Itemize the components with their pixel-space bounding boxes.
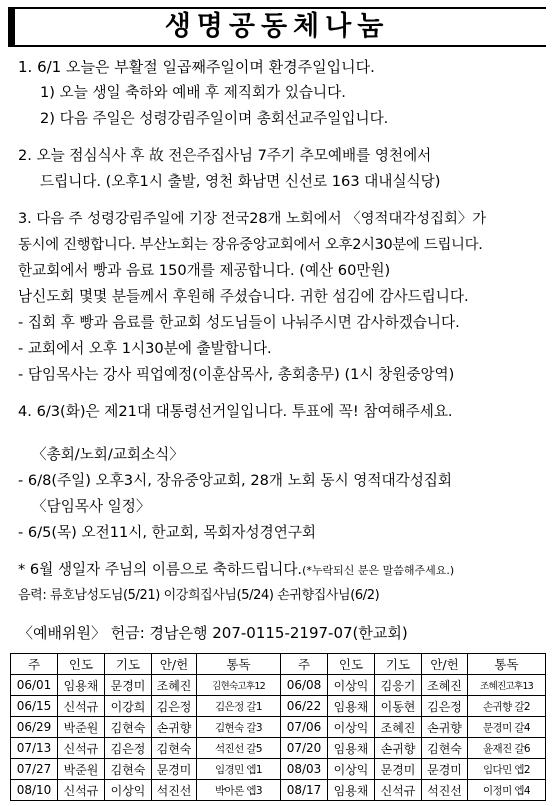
worship-committee-heading: 〈예배위원〉 헌금: 경남은행 207-0115-2197-07(한교회) [18, 624, 408, 642]
notice-3-bullet-2: - 교회에서 오후 1시30분에 출발합니다. [18, 340, 272, 357]
table-cell: 김현숙 [422, 738, 468, 759]
table-cell: 이강희 [105, 696, 152, 717]
header-prayer: 기도 [105, 654, 152, 675]
birthday-notice-note: (*누락되신 분은 말씀해주세요.) [302, 564, 455, 577]
table-header-row [11, 654, 546, 675]
table-cell: 김은정 [152, 696, 197, 717]
table-cell: 박준원 [58, 759, 105, 780]
notice-3-line-3: 한교회에서 빵과 음료 150개를 제공합니다. (예산 60만원) [18, 262, 391, 279]
table-cell: 손귀향 [422, 717, 468, 738]
table-cell: 손귀향 [375, 738, 422, 759]
table-cell: 김현숙 [105, 717, 152, 738]
table-cell: 06/29 [11, 717, 58, 738]
table-cell: 이상익 [328, 717, 375, 738]
table-cell: 신석규 [58, 780, 105, 801]
table-cell: 신석규 [58, 696, 105, 717]
table-cell: 석진선 [422, 780, 468, 801]
table-cell: 김응기 [375, 675, 422, 696]
header-leader: 인도 [328, 654, 375, 675]
table-cell: 박준원 [58, 717, 105, 738]
table-cell: 김현숙 갈3 [197, 717, 281, 738]
table-cell: 임경민 엡1 [197, 759, 281, 780]
header-reading: 통독 [197, 654, 281, 675]
table-cell: 임용채 [328, 738, 375, 759]
section-heading-pastor-schedule: 〈담임목사 일정〉 [32, 498, 151, 515]
table-cell: 윤재진 갈6 [468, 738, 546, 759]
header-usher: 안/헌 [152, 654, 197, 675]
table-cell: 이상익 [328, 759, 375, 780]
table-cell: 이정미 엡4 [468, 780, 546, 801]
table-cell: 06/15 [11, 696, 58, 717]
table-cell: 06/01 [11, 675, 58, 696]
notice-2-cont: 드립니다. (오후1시 출발, 영천 화남면 신선로 163 대내실식당) [40, 173, 441, 190]
notice-2: 2. 오늘 점심식사 후 故 전은주집사님 7주기 추모예배를 영천에서 [18, 147, 432, 164]
table-cell: 조혜진 [375, 717, 422, 738]
table-cell: 07/06 [281, 717, 328, 738]
table-cell: 조혜진 [422, 675, 468, 696]
table-cell: 임용채 [58, 675, 105, 696]
table-cell: 07/20 [281, 738, 328, 759]
header-prayer: 기도 [375, 654, 422, 675]
table-cell: 06/22 [281, 696, 328, 717]
birthday-notice [18, 560, 454, 581]
table-cell: 김현숙 [105, 759, 152, 780]
table-cell: 석진선 [152, 780, 197, 801]
table-cell: 김은정 [422, 696, 468, 717]
table-cell: 임용채 [328, 780, 375, 801]
header-reading: 통독 [468, 654, 546, 675]
lunar-birthdays: 음력: 류호남성도님(5/21) 이강희집사님(5/24) 손귀향집사님(6/2) [18, 588, 380, 603]
header-week: 주 [11, 654, 58, 675]
birthday-notice-text: * 6월 생일자 주님의 이름으로 축하드립니다. [18, 561, 303, 578]
table-cell: 문경미 [375, 759, 422, 780]
table-cell: 문경미 [152, 759, 197, 780]
table-cell: 김은정 갈1 [197, 696, 281, 717]
table-cell: 임용채 [328, 696, 375, 717]
table-row [11, 675, 546, 696]
table-cell: 문경미 [422, 759, 468, 780]
notice-3: 3. 다음 주 성령강림주일에 기장 전국28개 노회에서 〈영적대각성집회〉가 [18, 211, 487, 227]
notice-1-sub-2: 2) 다음 주일은 성령강림주일이며 총회선교주일입니다. [40, 110, 389, 127]
header-leader: 인도 [58, 654, 105, 675]
table-cell: 06/08 [281, 675, 328, 696]
notice-1: 1. 6/1 오늘은 부활절 일곱째주일이며 환경주일입니다. [18, 58, 375, 76]
worship-committee-table [10, 653, 546, 801]
table-cell: 문경미 갈4 [468, 717, 546, 738]
table-row [11, 717, 546, 738]
title-banner [8, 7, 546, 47]
notice-3-bullet-3: - 담임목사는 강사 픽업예정(이훈삼목사, 총회총무) (1시 창원중앙역) [18, 366, 455, 383]
table-row [11, 738, 546, 759]
section-heading-news: 〈총회/노회/교회소식〉 [32, 446, 184, 463]
table-cell: 김현숙 [152, 738, 197, 759]
table-cell: 07/13 [11, 738, 58, 759]
table-cell: 08/03 [281, 759, 328, 780]
news-item: - 6/8(주일) 오후3시, 장유중앙교회, 28개 노회 동시 영적대각성집회 [18, 472, 452, 489]
notice-3-line-4: 남신도회 몇몇 분들께서 후원해 주셨습니다. 귀한 섬김에 감사드립니다. [18, 288, 469, 305]
table-cell: 김은정 [105, 738, 152, 759]
table-cell: 이상익 [328, 675, 375, 696]
table-row [11, 759, 546, 780]
table-cell: 박아론 엡3 [197, 780, 281, 801]
table-cell: 08/10 [11, 780, 58, 801]
header-usher: 안/헌 [422, 654, 468, 675]
table-cell: 손귀향 [152, 717, 197, 738]
table-cell: 문경미 [105, 675, 152, 696]
table-cell: 이상익 [105, 780, 152, 801]
table-cell: 신석규 [58, 738, 105, 759]
table-cell: 김현숙고후12 [197, 675, 281, 696]
table-cell: 조혜진 [152, 675, 197, 696]
notice-4: 4. 6/3(화)은 제21대 대통령선거일입니다. 투표에 꼭! 참여해주세요. [18, 403, 453, 420]
table-row [11, 780, 546, 801]
notice-3-line-2: 동시에 진행합니다. 부산노회는 장유중앙교회에서 오후2시30분에 드립니다. [18, 237, 483, 253]
table-cell: 이동현 [375, 696, 422, 717]
table-cell: 신석규 [375, 780, 422, 801]
page-title: 생명공동체나눔 [164, 11, 390, 42]
header-week: 주 [281, 654, 328, 675]
notice-3-bullet-1: - 집회 후 빵과 음료를 한교회 성도님들이 나눠주시면 감사하겠습니다. [18, 314, 460, 331]
table-row [11, 696, 546, 717]
table-cell: 석진선 갈5 [197, 738, 281, 759]
table-cell: 08/17 [281, 780, 328, 801]
table-cell: 조혜진고후13 [468, 675, 546, 696]
pastor-schedule-item: - 6/5(목) 오전11시, 한교회, 목회자성경연구회 [18, 524, 317, 541]
notice-1-sub-1: 1) 오늘 생일 축하와 예배 후 제직회가 있습니다. [40, 84, 346, 101]
table-cell: 07/27 [11, 759, 58, 780]
table-cell: 손귀향 갈2 [468, 696, 546, 717]
table-cell: 임다민 엡2 [468, 759, 546, 780]
